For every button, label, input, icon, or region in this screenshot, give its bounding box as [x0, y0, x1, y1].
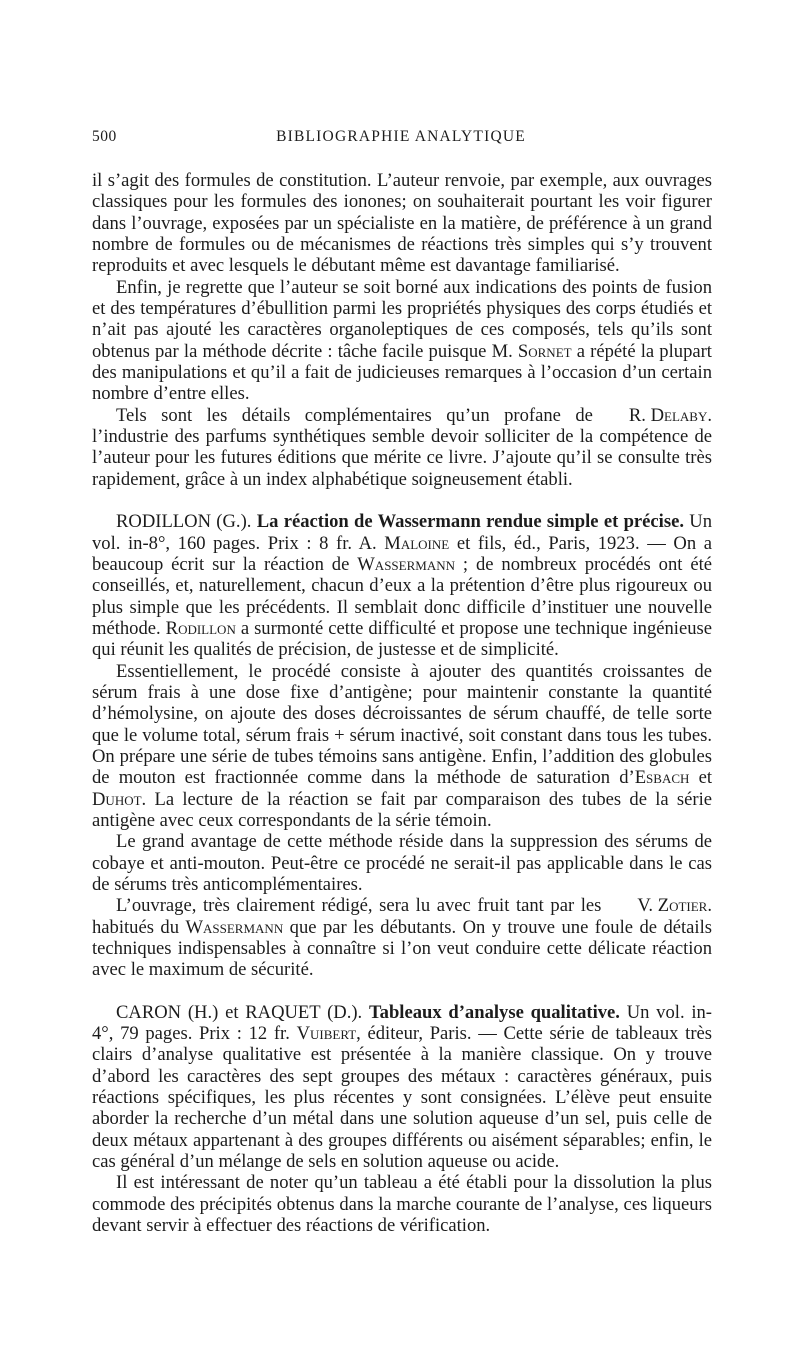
review-delaby [92, 170, 712, 490]
paragraph: Essentiellement, le procédé consiste à ajouter des quantités croissantes de sérum frais à une dose fixe d’antigène; pour maintenir constante la quantité d’hémolysine, on ajoute des doses décroissantes de sérum chauffé, de telle sorte que le volume total, sérum frais + sérum inactivé, soit constant dans tous les tubes. On prépare une série de tubes témoins sans antigène. Enfin, l’addition des globules de mouton est fractionnée comme dans la méthode de saturation d’Esbach et Duhot. La lecture de la réaction se fait par comparaison des tubes de la série antigène avec ceux correspondants de la série témoin. [92, 660, 712, 831]
paragraph: Le grand avantage de cette méthode réside dans la suppression des sérums de cobaye et anti-mouton. Peut-être ce procédé ne serait-il pas applicable dans le cas de sérums très anticomplémentaires. [92, 831, 712, 895]
page-number: 500 [92, 128, 117, 145]
body-text [92, 170, 712, 1237]
review-heading: RODILLON (G.). La réaction de Wassermann rendue simple et précise. Un vol. in-8°, 160 pages. Prix : 8 fr. A. Maloine et fils, éd., Paris, 1923. — On a beaucoup écrit sur la réaction de Wassermann ; de nombreux procédés ont été conseillés, et, naturellement, chacun d’eux a la prétention d’être plus rigoureux ou plus simple que les précédents. Il semblait donc difficile d’instituer une nouvelle méthode. Rodillon a surmonté cette difficulté et propose une technique ingénieuse qui réunit les qualités de précision, de justesse et de simplicité. [92, 511, 712, 661]
person-name: Wassermann [185, 916, 284, 938]
paragraph: R. Delaby. Tels sont les détails complémentaires qu’un profane de l’industrie des parfums synthétiques semble devoir solliciter de la compétence de l’auteur pour les futures éditions que mérite ce livre. J’ajoute qu’il se consulte très rapidement, grâce à un index alphabétique soigneusement établi. [92, 404, 712, 490]
person-name: Esbach [634, 767, 690, 789]
review-heading: CARON (H.) et RAQUET (D.). Tableaux d’analyse qualitative. Un vol. in-4°, 79 pages. Prix : 12 fr. Vuibert, éditeur, Paris. — Cette série de tableaux très clairs d’analyse qualitative est présentée à la manière classique. On y trouve d’abord les caractères des sept groupes des métaux : caractères généraux, puis réactions spécifiques, les plus récentes y sont consignées. L’élève peut ensuite aborder la recherche d’un métal dans une solution aqueuse d’un sel, puis celle de deux métaux appartenant à des groupes différents ou aisément séparables; enfin, le cas général d’un mélange de sels en solution aqueuse ou acide. [92, 1001, 713, 1173]
paragraph: Il est intéressant de noter qu’un tableau a été établi pour la dissolution la plus commode des précipités obtenus dans la marche courante de l’analyse, ces liqueurs devant servir à effectuer des réactions de vérification. [92, 1172, 712, 1237]
person-name: Sornet [517, 340, 572, 362]
review-author: RODILLON (G.). [116, 511, 252, 533]
review-author: CARON (H.) et RAQUET (D.). [116, 1001, 363, 1023]
publisher-name: Maloine [384, 532, 450, 554]
paragraph: Enfin, je regrette que l’auteur se soit borné aux indications des points de fusion et des températures d’ébullition parmi les propriétés physiques des corps étudiés et n’ait pas ajouté les caractères organoleptiques de ces composés, tels qu’ils sont obtenus par la méthode décrite : tâche facile puisque M. Sornet a répété la plupart des manipulations et qu’il a fait de judicieuses remarques à l’occasion d’un certain nombre d’entre elles. [92, 276, 712, 405]
running-header [92, 128, 710, 152]
review-title: La réaction de Wassermann rendue simple et précise. [256, 511, 684, 533]
review-title: Tableaux d’analyse qualitative. [368, 1001, 620, 1023]
running-title: BIBLIOGRAPHIE ANALYTIQUE [276, 128, 526, 145]
signature: V. Zotier. [637, 895, 712, 917]
person-name: Duhot [92, 788, 142, 810]
signature: R. Delaby. [628, 404, 712, 426]
publisher-name: Vuibert [296, 1023, 357, 1045]
review-caron-raquet [92, 1002, 712, 1237]
paragraph: V. Zotier. L’ouvrage, très clairement rédigé, sera lu avec fruit tant par les habitués du Wassermann que par les débutants. On y trouve une foule de détails techniques indispensables à connaître si l’on veut conduire cette délicate réaction avec le maximum de sécurité. [92, 895, 712, 981]
person-name: Rodillon [165, 617, 236, 639]
paragraph: il s’agit des formules de constitution. L’auteur renvoie, par exemple, aux ouvrages classiques pour les formules des ionones; on souhaiterait pourtant les voir figurer dans l’ouvrage, exposées par un spécialiste en la matière, de préférence à un grand nombre de formules ou de mécanismes de réactions très simples qui s’y trouvent reproduits et avec lesquels le débutant même est davantage familiarisé. [92, 170, 712, 277]
person-name: Wassermann [357, 553, 455, 575]
review-rodillon [92, 511, 712, 981]
